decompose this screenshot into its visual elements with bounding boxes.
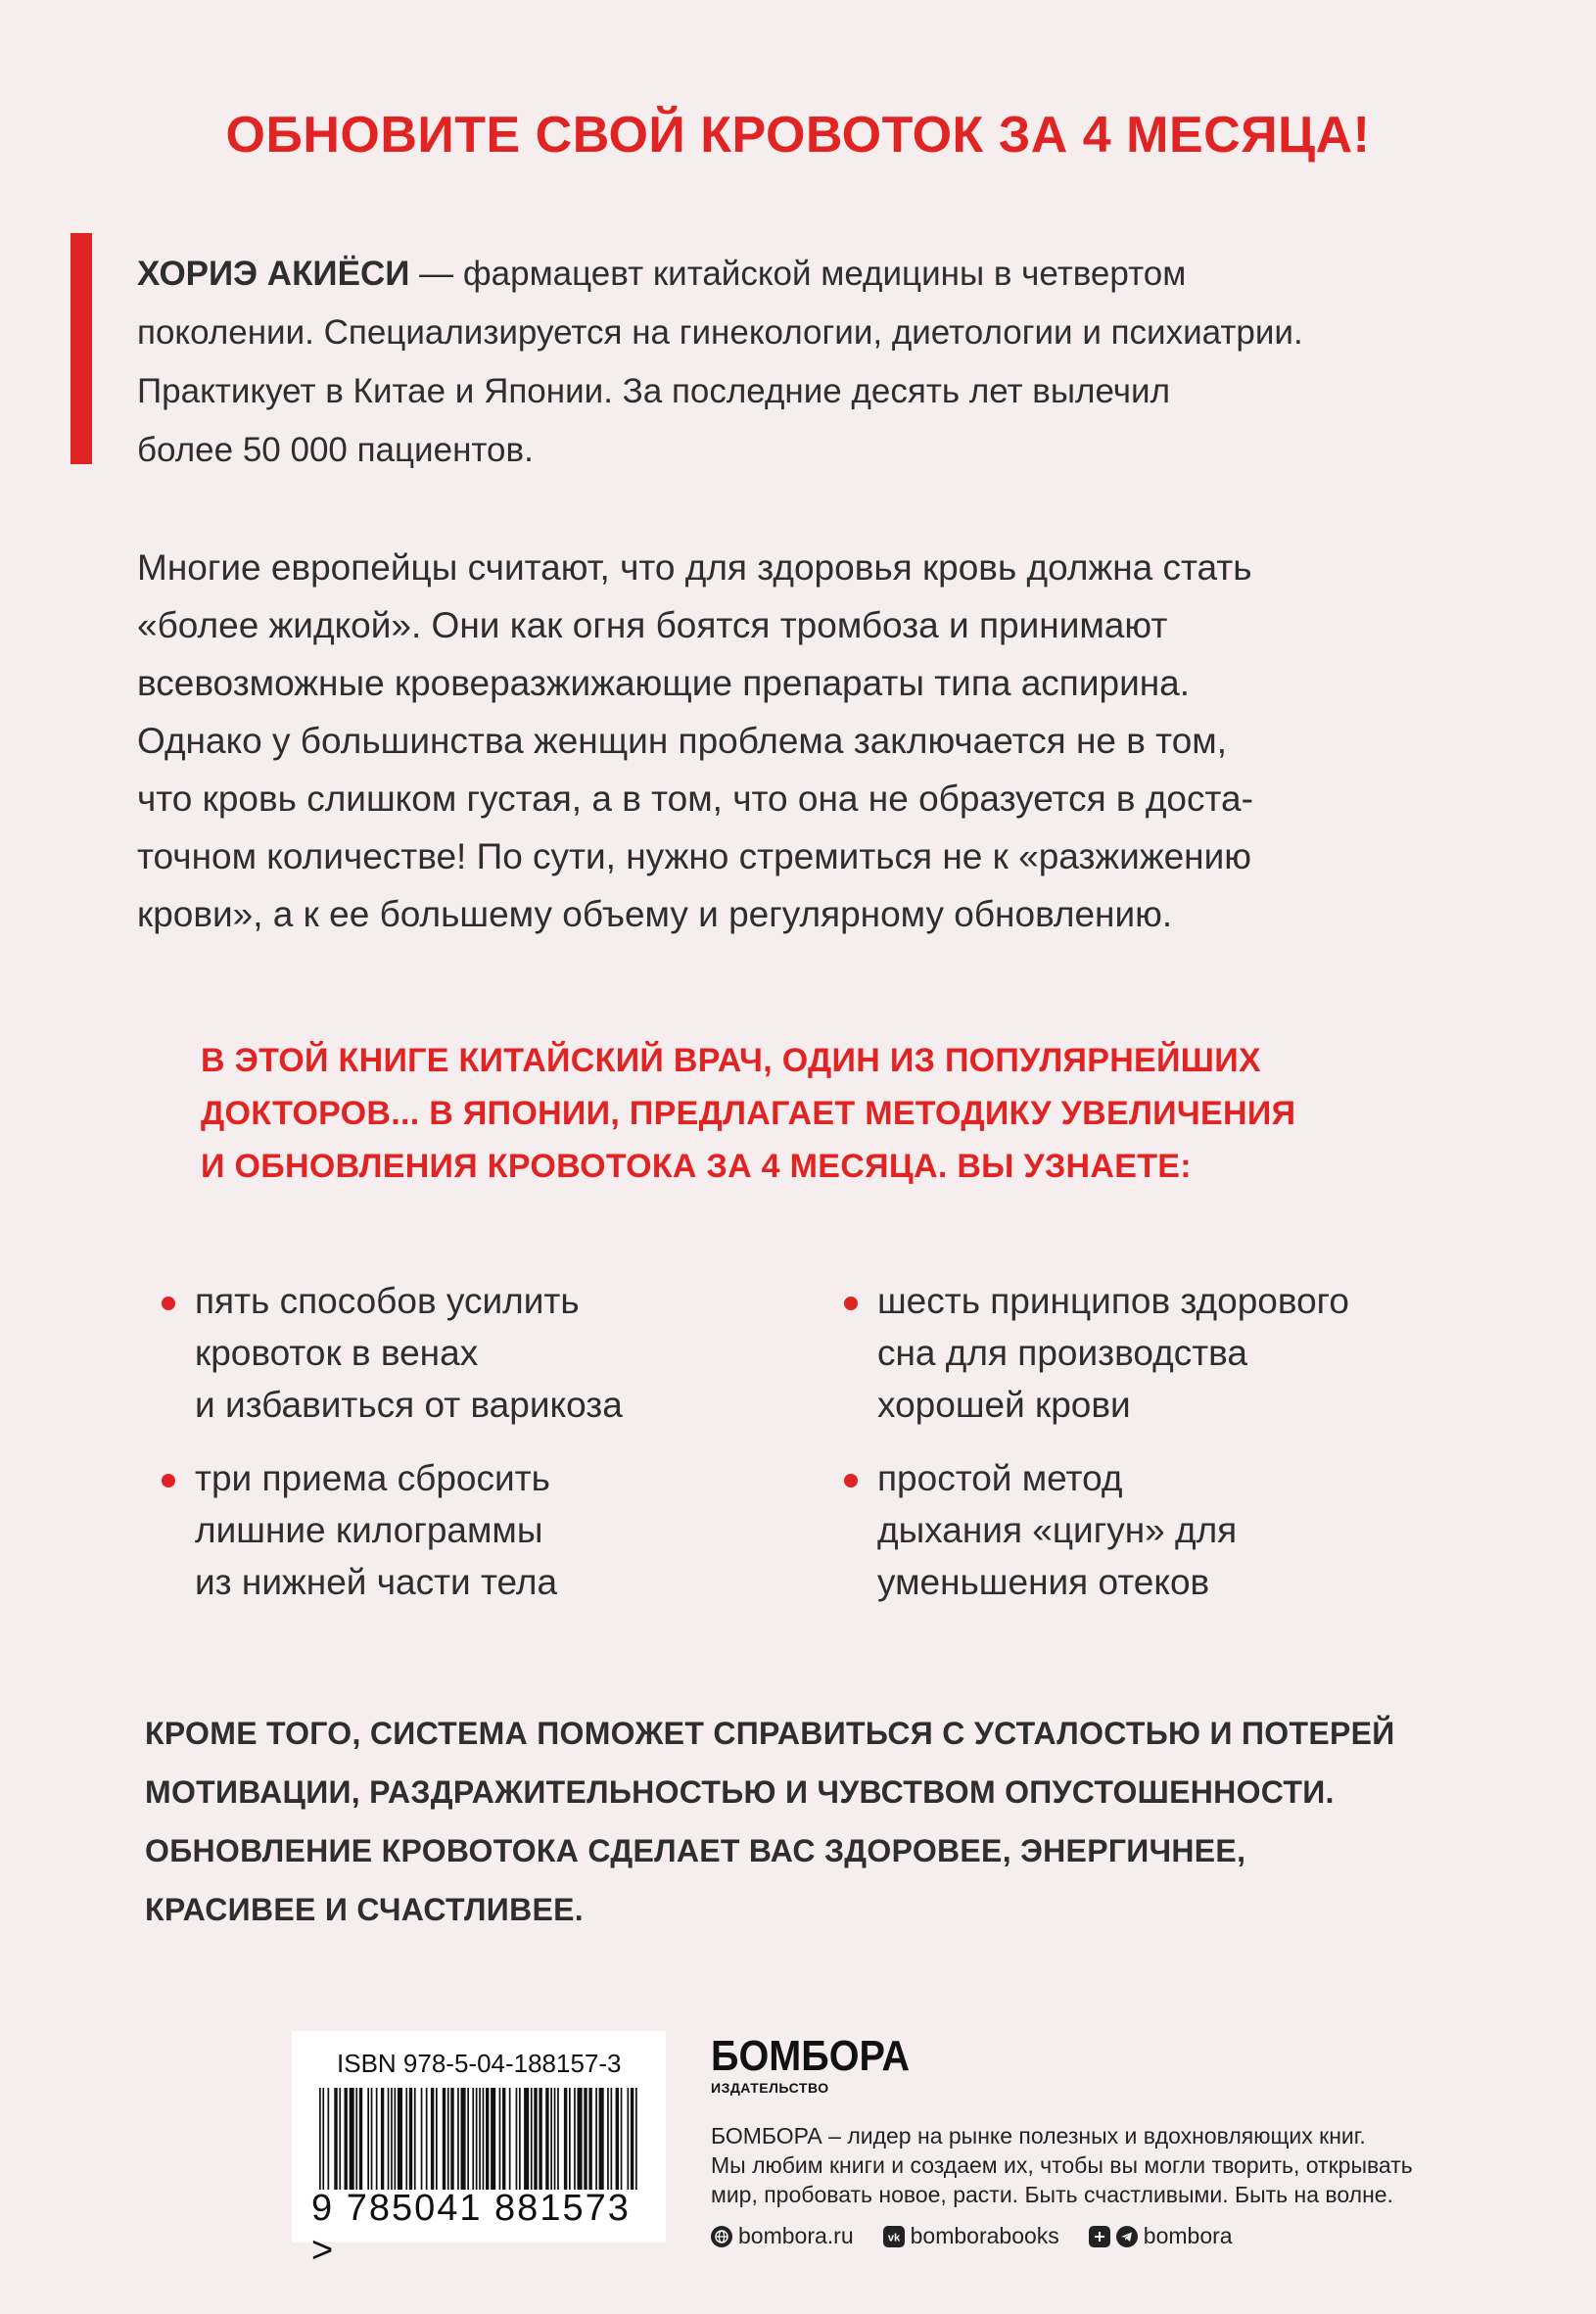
publisher-block (711, 2033, 1494, 2249)
intro-paragraph (137, 539, 1498, 943)
globe-icon (711, 2226, 732, 2247)
barcode-bar (621, 2088, 623, 2190)
plus-icon (1089, 2226, 1110, 2247)
bullet-item: простой метод дыхания «цигун» для уменьшения отеков (844, 1452, 1529, 1608)
barcode-bar (499, 2088, 501, 2190)
barcode-bar (431, 2088, 434, 2190)
barcode-bar (436, 2088, 438, 2190)
telegram-icon (1116, 2226, 1138, 2247)
social-vk[interactable] (883, 2223, 1059, 2249)
social-vk-label: bomborabooks (910, 2223, 1059, 2248)
social-links (711, 2223, 1494, 2249)
barcode-bar (550, 2088, 552, 2190)
barcode-bar (628, 2088, 630, 2190)
publisher-logo: БОМБОРА (711, 2032, 911, 2080)
barcode-panel (292, 2031, 666, 2271)
barcode-bar (355, 2088, 357, 2190)
barcode-bar (486, 2088, 489, 2190)
barcode-bar (421, 2088, 423, 2190)
barcode-bar (398, 2088, 402, 2190)
closing-paragraph (145, 1704, 1496, 1939)
barcode-bar (334, 2088, 337, 2190)
isbn-text: ISBN 978-5-04-188157-3 (337, 2049, 622, 2078)
bullet-list-left (162, 1275, 769, 1629)
barcode-bar (599, 2088, 604, 2190)
social-messengers[interactable] (1089, 2223, 1233, 2249)
barcode-bar (391, 2088, 393, 2190)
barcode-bar (588, 2088, 591, 2190)
bullet-dot-icon (844, 1297, 858, 1310)
barcode-bar (339, 2088, 341, 2190)
barcode-bar (376, 2088, 378, 2190)
barcode-bar (371, 2088, 373, 2190)
barcode-bar (631, 2088, 634, 2190)
promo-line: ДОКТОРОВ... В ЯПОНИИ, ПРЕДЛАГАЕТ МЕТОДИКУ УВЕЛИЧЕНИЯ (201, 1095, 1296, 1132)
promo-block (201, 1034, 1454, 1193)
intro-line: крови», а к ее большему объему и регулярному обновлению. (137, 894, 1173, 934)
bullet-dot-icon (162, 1297, 175, 1310)
barcode-bar (345, 2088, 348, 2190)
barcode-bar (414, 2088, 416, 2190)
headline: ОБНОВИТЕ СВОЙ КРОВОТОК ЗА 4 МЕСЯЦА! (225, 107, 1371, 164)
publisher-subtitle: ИЗДАТЕЛЬСТВО (711, 2080, 829, 2096)
barcode-bar (584, 2088, 587, 2190)
publisher-description: БОМБОРА – лидер на рынке полезных и вдохновляющих книг. Мы любим книги и создаем их, чтобы вы могли творить, открывать мир, пробовать новое, расти. Быть счастливыми. Быть на волне. (711, 2123, 1413, 2207)
barcode-bar (635, 2088, 637, 2190)
bullet-item: шесть принципов здорового сна для производства хорошей крови (844, 1275, 1529, 1431)
intro-line: что кровь слишком густая, а в том, что она не образуется в доста- (137, 779, 1253, 819)
barcode-bar (367, 2088, 369, 2190)
barcode-bar (509, 2088, 511, 2190)
barcode-bar (483, 2088, 485, 2190)
barcode-bar (564, 2088, 567, 2190)
social-website-label: bombora.ru (738, 2223, 854, 2248)
closing-line: ОБНОВЛЕНИЕ КРОВОТОКА СДЕЛАЕТ ВАС ЗДОРОВЕЕ, ЭНЕРГИЧНЕЕ, (145, 1833, 1246, 1868)
intro-line: всевозможные кроверазжижающие препараты типа аспирина. (137, 663, 1191, 703)
closing-line: КРОМЕ ТОГО, СИСТЕМА ПОМОЖЕТ СПРАВИТЬСЯ С УСТАЛОСТЬЮ И ПОТЕРЕЙ (145, 1716, 1395, 1751)
barcode-bar (467, 2088, 469, 2190)
barcode-bar (472, 2088, 474, 2190)
closing-line: КРАСИВЕЕ И СЧАСТЛИВЕЕ. (145, 1892, 584, 1927)
barcode-digits: 9 785041 881573 > (311, 2188, 631, 2271)
barcode-bar (534, 2088, 537, 2190)
barcode-bar (381, 2088, 384, 2190)
bullet-dot-icon (844, 1474, 858, 1488)
author-name: ХОРИЭ АКИЁСИ (137, 255, 410, 293)
barcode-bar (359, 2088, 362, 2190)
author-line-3: Практикует в Китае и Японии. За последние десять лет вылечил (137, 372, 1170, 410)
closing-line: МОТИВАЦИИ, РАЗДРАЖИТЕЛЬНОСТЬЮ И ЧУВСТВОМ ОПУСТОШЕННОСТИ. (145, 1774, 1335, 1810)
author-accent-bar (70, 233, 92, 464)
barcode-bar (461, 2088, 466, 2190)
bullet-list-right (844, 1275, 1529, 1629)
author-bio (137, 245, 1498, 480)
barcode-bar (450, 2088, 453, 2190)
social-website[interactable] (711, 2223, 854, 2249)
barcode-bar (578, 2088, 583, 2190)
barcode-bar (322, 2088, 324, 2190)
barcode-bar (319, 2088, 321, 2190)
barcode-image (319, 2088, 638, 2190)
barcode-bar (476, 2088, 478, 2190)
promo-line: В ЭТОЙ КНИГЕ КИТАЙСКИЙ ВРАЧ, ОДИН ИЗ ПОПУЛЯРНЕЙШИХ (201, 1042, 1261, 1079)
intro-line: точном количестве! По сути, нужно стремиться не к «разжижению (137, 836, 1252, 876)
barcode-bar (350, 2088, 354, 2190)
barcode-bar (616, 2088, 619, 2190)
barcode-bar (539, 2088, 541, 2190)
barcode-bar (491, 2088, 495, 2190)
barcode-bar (502, 2088, 505, 2190)
barcode-bar (557, 2088, 559, 2190)
barcode-bar (443, 2088, 446, 2190)
bullet-dot-icon (162, 1474, 175, 1488)
barcode-bar (531, 2088, 533, 2190)
author-line-2: поколении. Специализируется на гинекологии, диетологии и психиатрии. (137, 313, 1303, 352)
social-messengers-label: bombora (1143, 2223, 1233, 2248)
barcode-bar (447, 2088, 449, 2190)
barcode-bar (569, 2088, 571, 2190)
barcode-bar (524, 2088, 529, 2190)
barcode-bar (479, 2088, 481, 2190)
barcode-bar (328, 2088, 330, 2190)
bullet-item: три приема сбросить лишние килограммы из нижней части тела (162, 1452, 769, 1608)
vk-icon (883, 2226, 905, 2247)
barcode-bar (388, 2088, 390, 2190)
barcode-bar (457, 2088, 459, 2190)
promo-line: И ОБНОВЛЕНИЯ КРОВОТОКА ЗА 4 МЕСЯЦА. ВЫ УЗНАЕТЕ: (201, 1148, 1192, 1185)
barcode-bar (426, 2088, 428, 2190)
intro-line: Многие европейцы считают, что для здоровья кровь должна стать (137, 547, 1252, 588)
intro-line: Однако у большинства женщин проблема заключается не в том, (137, 721, 1227, 761)
intro-line: «более жидкой». Они как огня боятся тромбоза и принимают (137, 605, 1168, 645)
svg-text:vk: vk (887, 2232, 900, 2243)
bullet-item: пять способов усилить кровоток в венах и избавиться от варикоза (162, 1275, 769, 1431)
barcode-bar (516, 2088, 518, 2190)
barcode-bar (405, 2088, 407, 2190)
barcode-bar (519, 2088, 521, 2190)
barcode-bar (607, 2088, 609, 2190)
barcode-bar (554, 2088, 556, 2190)
author-line-4: более 50 000 пациентов. (137, 431, 534, 469)
barcode-bar (395, 2088, 397, 2190)
barcode-bar (574, 2088, 576, 2190)
barcode-bar (409, 2088, 412, 2190)
barcode-bar (545, 2088, 548, 2190)
author-line-1: ХОРИЭ АКИЁСИ — фармацевт китайской медицины в четвертом (137, 255, 1187, 293)
barcode-bar (595, 2088, 597, 2190)
barcode-bar (611, 2088, 613, 2190)
